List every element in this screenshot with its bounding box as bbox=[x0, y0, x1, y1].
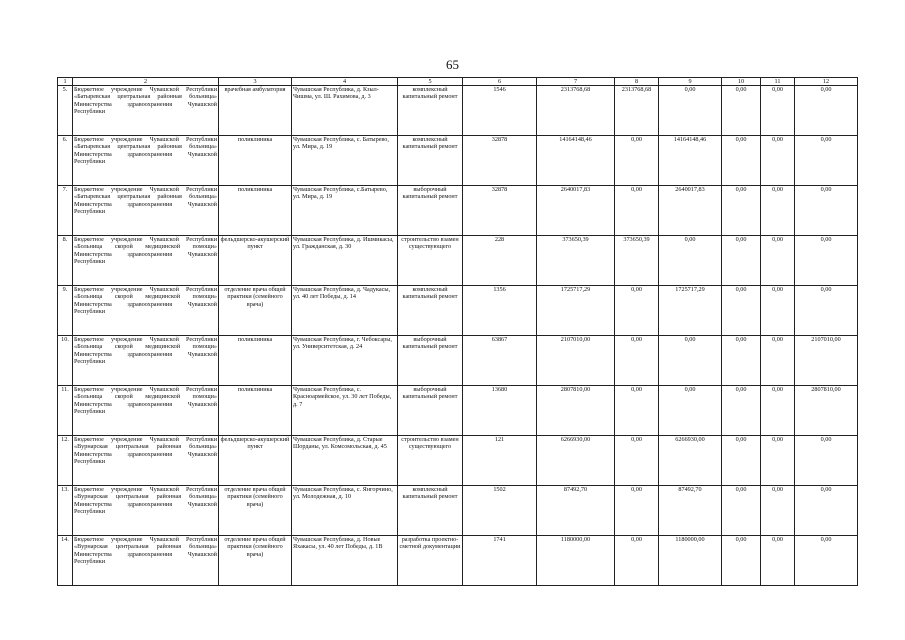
facility-address: Чувашская Республика, с. Батырево, ул. Мира, д. 19 bbox=[292, 136, 398, 186]
cost-column-8: 0,00 bbox=[615, 336, 659, 386]
institution-name: Бюджетное учреждение Чувашской Республики «Батыревская центральная районная больница» Министерства здравоохранения Чувашской Республики bbox=[73, 86, 219, 136]
total-cost: 87492,70 bbox=[537, 486, 615, 536]
cost-column-12: 0,00 bbox=[795, 136, 858, 186]
cost-column-10: 0,00 bbox=[722, 536, 761, 586]
work-type: выборочный капитальный ремонт bbox=[398, 336, 463, 386]
row-number: 14. bbox=[58, 536, 73, 586]
cost-column-10: 0,00 bbox=[722, 436, 761, 486]
cost-column-12: 2807810,00 bbox=[795, 386, 858, 436]
facility-type: поликлиника bbox=[219, 336, 292, 386]
column-number-row bbox=[58, 78, 858, 86]
total-cost: 1180000,00 bbox=[537, 536, 615, 586]
work-type: комплексный капитальный ремонт bbox=[398, 486, 463, 536]
cost-column-12: 0,00 bbox=[795, 536, 858, 586]
cost-column-10: 0,00 bbox=[722, 286, 761, 336]
facility-type: врачебная амбулатория bbox=[219, 86, 292, 136]
cost-column-8: 0,00 bbox=[615, 286, 659, 336]
page-number: 65 bbox=[446, 57, 459, 72]
table-body bbox=[58, 86, 858, 586]
column-number-header: 4 bbox=[292, 78, 398, 86]
cost-column-11: 0,00 bbox=[761, 336, 795, 386]
cost-column-11: 0,00 bbox=[761, 86, 795, 136]
area-value: 121 bbox=[463, 436, 537, 486]
total-cost: 6266930,00 bbox=[537, 436, 615, 486]
column-number-header: 11 bbox=[761, 78, 795, 86]
table-row bbox=[58, 286, 858, 336]
cost-column-9: 2640017,83 bbox=[659, 186, 722, 236]
institution-name: Бюджетное учреждение Чувашской Республики «Больница скорой медицинской помощи» Министерства здравоохранения Чувашской Республики bbox=[73, 386, 219, 436]
work-type: комплексный капитальный ремонт bbox=[398, 86, 463, 136]
total-cost: 2313768,68 bbox=[537, 86, 615, 136]
work-type: выборочный капитальный ремонт bbox=[398, 186, 463, 236]
cost-column-10: 0,00 bbox=[722, 86, 761, 136]
area-value: 228 bbox=[463, 236, 537, 286]
column-number-header: 6 bbox=[463, 78, 537, 86]
report-table bbox=[57, 77, 858, 586]
facility-address: Чувашская Республика, д. Чадукасы, ул. 40 лет Победы, д. 14 bbox=[292, 286, 398, 336]
row-number: 11. bbox=[58, 386, 73, 436]
cost-column-9: 6266930,00 bbox=[659, 436, 722, 486]
column-number-header: 10 bbox=[722, 78, 761, 86]
column-number-header: 3 bbox=[219, 78, 292, 86]
cost-column-12: 0,00 bbox=[795, 186, 858, 236]
row-number: 12. bbox=[58, 436, 73, 486]
work-type: строительство взамен существующего bbox=[398, 236, 463, 286]
cost-column-8: 0,00 bbox=[615, 186, 659, 236]
cost-column-11: 0,00 bbox=[761, 386, 795, 436]
cost-column-8: 0,00 bbox=[615, 486, 659, 536]
area-value: 32878 bbox=[463, 186, 537, 236]
work-type: разработка проектно-сметной документации bbox=[398, 536, 463, 586]
area-value: 13680 bbox=[463, 386, 537, 436]
institution-name: Бюджетное учреждение Чувашской Республики «Вурнарская центральная районная больница» Министерства здравоохранения Чувашской Республики bbox=[73, 536, 219, 586]
table-row bbox=[58, 336, 858, 386]
cost-column-11: 0,00 bbox=[761, 536, 795, 586]
total-cost: 2107010,00 bbox=[537, 336, 615, 386]
table-row bbox=[58, 386, 858, 436]
institution-name: Бюджетное учреждение Чувашской Республики «Вурнарская центральная районная больница» Министерства здравоохранения Чувашской Республики bbox=[73, 436, 219, 486]
facility-type: отделение врача общей практики (семейного врача) bbox=[219, 536, 292, 586]
cost-column-8: 2313768,68 bbox=[615, 86, 659, 136]
cost-column-11: 0,00 bbox=[761, 286, 795, 336]
cost-column-10: 0,00 bbox=[722, 336, 761, 386]
total-cost: 373650,39 bbox=[537, 236, 615, 286]
row-number: 13. bbox=[58, 486, 73, 536]
institution-name: Бюджетное учреждение Чувашской Республики «Батыревская центральная районная больница» Министерства здравоохранения Чувашской Республики bbox=[73, 186, 219, 236]
facility-address: Чувашская Республика, с.Батырево, ул. Мира, д. 19 bbox=[292, 186, 398, 236]
cost-column-9: 0,00 bbox=[659, 386, 722, 436]
cost-column-11: 0,00 bbox=[761, 236, 795, 286]
table-row bbox=[58, 86, 858, 136]
row-number: 8. bbox=[58, 236, 73, 286]
work-type: строительство взамен существующего bbox=[398, 436, 463, 486]
institution-name: Бюджетное учреждение Чувашской Республики «Вурнарская центральная районная больница» Министерства здравоохранения Чувашской Республики bbox=[73, 486, 219, 536]
work-type: комплексный капитальный ремонт bbox=[398, 136, 463, 186]
cost-column-11: 0,00 bbox=[761, 136, 795, 186]
row-number: 5. bbox=[58, 86, 73, 136]
facility-type: фельдшерско-акушерский пункт bbox=[219, 436, 292, 486]
total-cost: 1725717,29 bbox=[537, 286, 615, 336]
cost-column-12: 0,00 bbox=[795, 286, 858, 336]
table-row bbox=[58, 136, 858, 186]
column-number-header: 12 bbox=[795, 78, 858, 86]
table-row bbox=[58, 236, 858, 286]
cost-column-8: 0,00 bbox=[615, 136, 659, 186]
cost-column-9: 1180000,00 bbox=[659, 536, 722, 586]
column-number-header: 5 bbox=[398, 78, 463, 86]
cost-column-8: 0,00 bbox=[615, 436, 659, 486]
facility-address: Чувашская Республика, д. Новые Яхакасы, ул. 40 лет Победы, д. 1В bbox=[292, 536, 398, 586]
cost-column-9: 1725717,29 bbox=[659, 286, 722, 336]
facility-address: Чувашская Республика, с. Янгорчино, ул. Молодежная, д. 10 bbox=[292, 486, 398, 536]
row-number: 7. bbox=[58, 186, 73, 236]
cost-column-8: 373650,39 bbox=[615, 236, 659, 286]
cost-column-12: 0,00 bbox=[795, 486, 858, 536]
cost-column-9: 14164148,46 bbox=[659, 136, 722, 186]
facility-type: отделение врача общей практики (семейного врача) bbox=[219, 286, 292, 336]
cost-column-12: 0,00 bbox=[795, 236, 858, 286]
cost-column-8: 0,00 bbox=[615, 536, 659, 586]
cost-column-9: 87492,70 bbox=[659, 486, 722, 536]
column-number-header: 9 bbox=[659, 78, 722, 86]
table-row bbox=[58, 486, 858, 536]
area-value: 1502 bbox=[463, 486, 537, 536]
row-number: 6. bbox=[58, 136, 73, 186]
table-row bbox=[58, 186, 858, 236]
facility-address: Чувашская Республика, д. Кзыл-Чишма, ул. Ш. Рахимова, д. 3 bbox=[292, 86, 398, 136]
institution-name: Бюджетное учреждение Чувашской Республики «Больница скорой медицинской помощи» Министерства здравоохранения Чувашской Республики bbox=[73, 236, 219, 286]
cost-column-12: 2107010,00 bbox=[795, 336, 858, 386]
cost-column-10: 0,00 bbox=[722, 186, 761, 236]
cost-column-9: 0,00 bbox=[659, 86, 722, 136]
cost-column-8: 0,00 bbox=[615, 386, 659, 436]
facility-type: поликлиника bbox=[219, 186, 292, 236]
facility-type: отделение врача общей практики (семейного врача) bbox=[219, 486, 292, 536]
cost-column-10: 0,00 bbox=[722, 486, 761, 536]
facility-address: Чувашская Республика, г. Чебоксары, ул. Университетская, д. 24 bbox=[292, 336, 398, 386]
facility-address: Чувашская Республика, д. Ишмикасы, ул. Гражданская, д. 30 bbox=[292, 236, 398, 286]
area-value: 1741 bbox=[463, 536, 537, 586]
cost-column-12: 0,00 bbox=[795, 86, 858, 136]
total-cost: 2807810,00 bbox=[537, 386, 615, 436]
table-row bbox=[58, 436, 858, 486]
institution-name: Бюджетное учреждение Чувашской Республики «Батыревская центральная районная больница» Министерства здравоохранения Чувашской Республики bbox=[73, 136, 219, 186]
row-number: 9. bbox=[58, 286, 73, 336]
cost-column-9: 0,00 bbox=[659, 236, 722, 286]
work-type: выборочный капитальный ремонт bbox=[398, 386, 463, 436]
cost-column-10: 0,00 bbox=[722, 236, 761, 286]
facility-type: поликлиника bbox=[219, 136, 292, 186]
row-number: 10. bbox=[58, 336, 73, 386]
cost-column-11: 0,00 bbox=[761, 186, 795, 236]
column-number-header: 7 bbox=[537, 78, 615, 86]
column-number-header: 2 bbox=[73, 78, 219, 86]
area-value: 63867 bbox=[463, 336, 537, 386]
cost-column-11: 0,00 bbox=[761, 486, 795, 536]
area-value: 32878 bbox=[463, 136, 537, 186]
cost-column-10: 0,00 bbox=[722, 386, 761, 436]
institution-name: Бюджетное учреждение Чувашской Республики «Больница скорой медицинской помощи» Министерства здравоохранения Чувашской Республики bbox=[73, 286, 219, 336]
institution-name: Бюджетное учреждение Чувашской Республики «Больница скорой медицинской помощи» Министерства здравоохранения Чувашской Республики bbox=[73, 336, 219, 386]
facility-type: фельдшерско-акушерский пункт bbox=[219, 236, 292, 286]
total-cost: 2640017,83 bbox=[537, 186, 615, 236]
facility-address: Чувашская Республика, с. Красноармейское, ул. 30 лет Победы, д. 7 bbox=[292, 386, 398, 436]
facility-type: поликлиника bbox=[219, 386, 292, 436]
cost-column-11: 0,00 bbox=[761, 436, 795, 486]
area-value: 1546 bbox=[463, 86, 537, 136]
cost-column-12: 0,00 bbox=[795, 436, 858, 486]
column-number-header: 8 bbox=[615, 78, 659, 86]
facility-address: Чувашская Республика, д. Старые Шорданы, ул. Комсомольская, д. 45 bbox=[292, 436, 398, 486]
cost-column-9: 0,00 bbox=[659, 336, 722, 386]
total-cost: 14164148,46 bbox=[537, 136, 615, 186]
column-number-header: 1 bbox=[58, 78, 73, 86]
area-value: 1356 bbox=[463, 286, 537, 336]
work-type: комплексный капитальный ремонт bbox=[398, 286, 463, 336]
cost-column-10: 0,00 bbox=[722, 136, 761, 186]
table-row bbox=[58, 536, 858, 586]
